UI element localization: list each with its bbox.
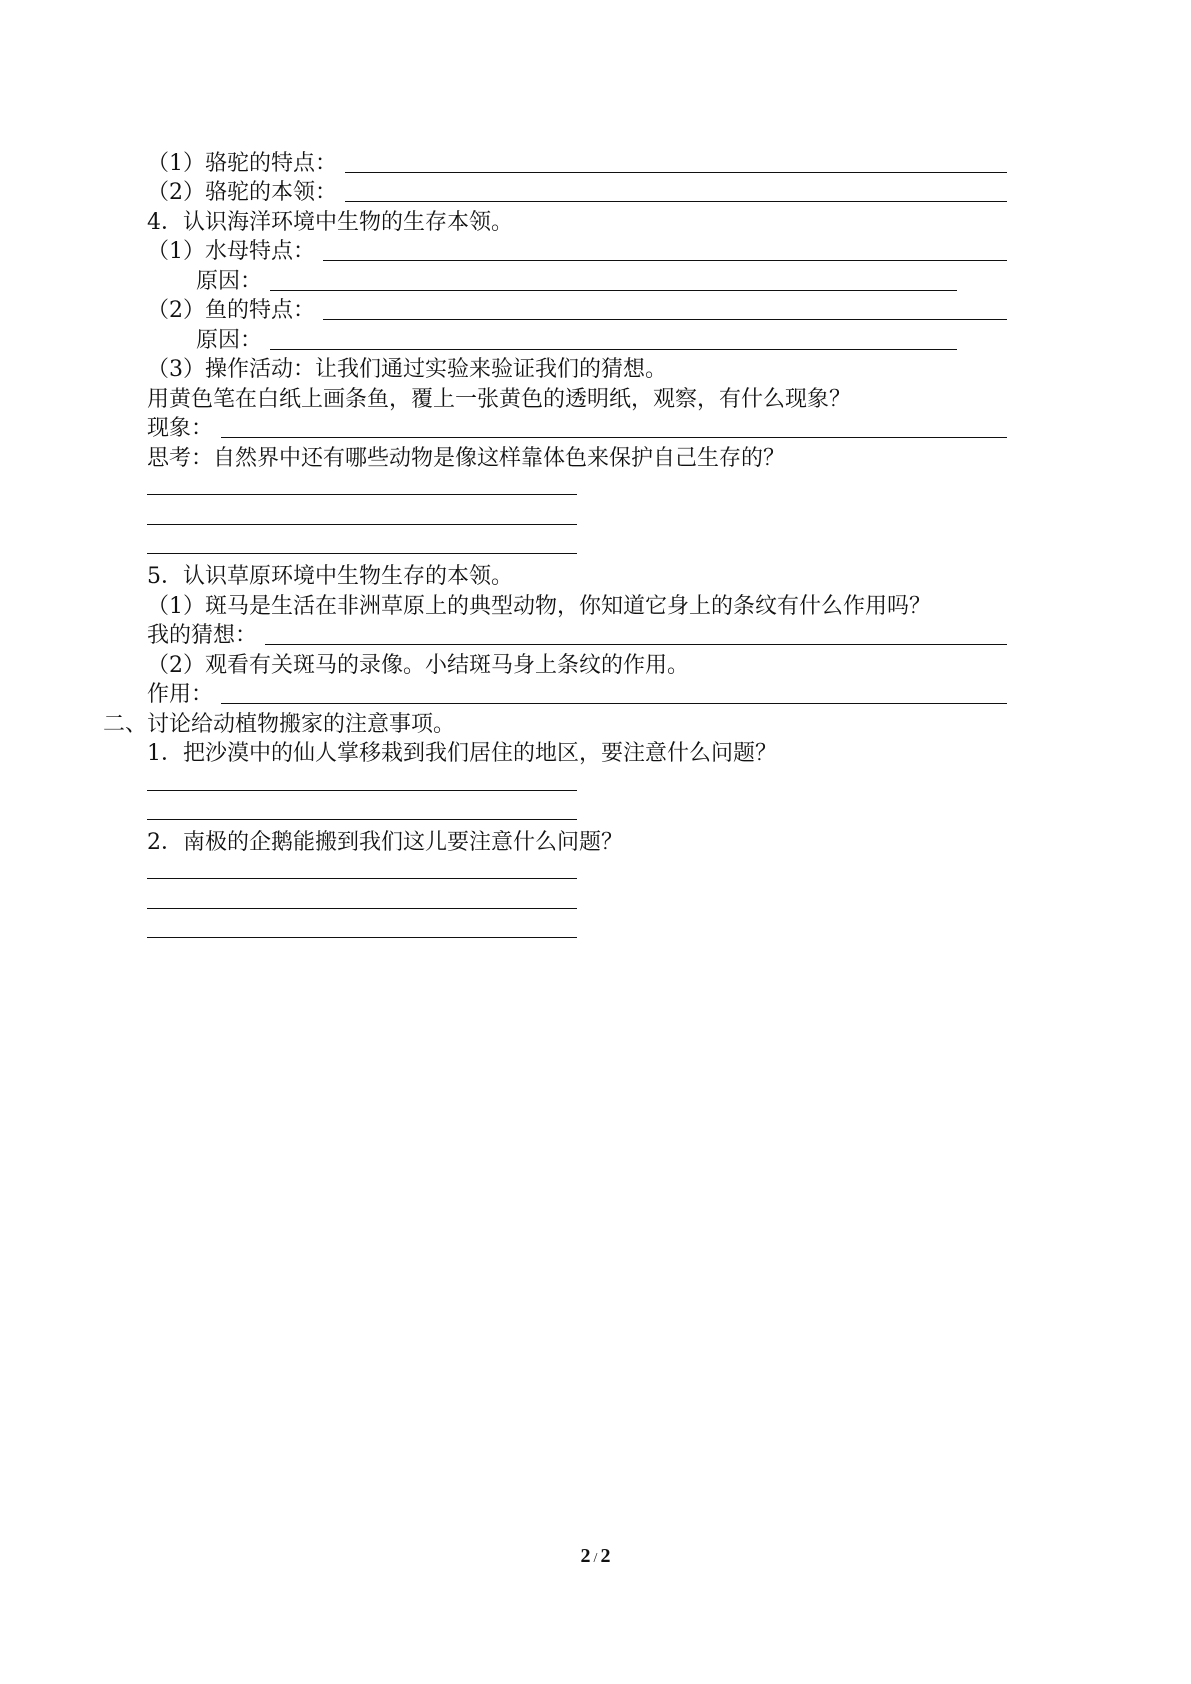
current-page-number: 2 <box>580 1545 591 1567</box>
phenomenon-row <box>147 412 1007 442</box>
think-answer-line-2[interactable] <box>147 524 577 525</box>
fish-reason-label: 原因： <box>196 328 263 353</box>
penguin-question-text: 2．南极的企鹅能搬到我们这儿要注意什么问题？ <box>147 830 623 855</box>
grassland-heading <box>147 560 1007 590</box>
fish-reason-row <box>196 324 957 354</box>
jellyfish-label: （1）水母特点： <box>147 239 315 264</box>
think-row <box>147 442 1007 472</box>
video-row <box>147 649 1007 679</box>
guess-answer-line[interactable] <box>265 644 1007 645</box>
function-answer-line[interactable] <box>221 703 1007 704</box>
camel-features-row <box>147 147 1007 177</box>
section-two-heading-text: 二、讨论给动植物搬家的注意事项。 <box>103 712 456 737</box>
grassland-heading-text: 5．认识草原环境中生物生存的本领。 <box>147 564 513 589</box>
camel-skill-row <box>147 176 1007 206</box>
total-pages-number: 2 <box>600 1545 611 1567</box>
section-two-heading <box>103 708 1007 738</box>
ocean-heading <box>147 206 1007 236</box>
cactus-answer-line-2[interactable] <box>147 819 577 820</box>
jellyfish-reason-label: 原因： <box>196 269 263 294</box>
fish-answer-line[interactable] <box>323 319 1007 320</box>
think-answer-line-3[interactable] <box>147 553 577 554</box>
activity-text: （3）操作活动：让我们通过实验来验证我们的猜想。 <box>147 357 667 382</box>
think-answer-line-1[interactable] <box>147 494 577 495</box>
page-separator: / <box>593 1551 598 1566</box>
zebra-question-text: （1）斑马是生活在非洲草原上的典型动物，你知道它身上的条纹有什么作用吗？ <box>147 594 931 619</box>
experiment-row <box>147 383 1007 413</box>
guess-row <box>147 619 1007 649</box>
penguin-answer-line-1[interactable] <box>147 878 577 879</box>
camel-skill-answer-line[interactable] <box>345 201 1007 202</box>
cactus-question-row <box>147 737 1007 767</box>
phenomenon-answer-line[interactable] <box>221 437 1007 438</box>
penguin-question-row <box>147 826 1007 856</box>
phenomenon-label: 现象： <box>147 416 214 441</box>
ocean-heading-text: 4．认识海洋环境中生物的生存本领。 <box>147 210 513 235</box>
penguin-answer-line-3[interactable] <box>147 937 577 938</box>
function-label: 作用： <box>147 682 214 707</box>
video-text: （2）观看有关斑马的录像。小结斑马身上条纹的作用。 <box>147 653 689 678</box>
jellyfish-answer-line[interactable] <box>323 260 1007 261</box>
zebra-question-row <box>147 590 1007 620</box>
fish-reason-answer-line[interactable] <box>270 349 957 350</box>
camel-features-label: （1）骆驼的特点： <box>147 151 337 176</box>
cactus-question-text: 1．把沙漠中的仙人掌移栽到我们居住的地区，要注意什么问题？ <box>147 741 777 766</box>
activity-row <box>147 353 1007 383</box>
guess-label: 我的猜想： <box>147 623 258 648</box>
fish-row <box>147 294 1007 324</box>
think-text: 思考：自然界中还有哪些动物是像这样靠体色来保护自己生存的？ <box>147 446 786 471</box>
jellyfish-reason-answer-line[interactable] <box>270 290 957 291</box>
cactus-answer-line-1[interactable] <box>147 790 577 791</box>
camel-skill-label: （2）骆驼的本领： <box>147 180 337 205</box>
function-row <box>147 678 1007 708</box>
page-number <box>0 1545 1191 1568</box>
camel-features-answer-line[interactable] <box>345 172 1007 173</box>
jellyfish-reason-row <box>196 265 957 295</box>
penguin-answer-line-2[interactable] <box>147 908 577 909</box>
fish-label: （2）鱼的特点： <box>147 298 315 323</box>
jellyfish-row <box>147 235 1007 265</box>
experiment-text: 用黄色笔在白纸上画条鱼，覆上一张黄色的透明纸，观察，有什么现象？ <box>147 387 852 412</box>
